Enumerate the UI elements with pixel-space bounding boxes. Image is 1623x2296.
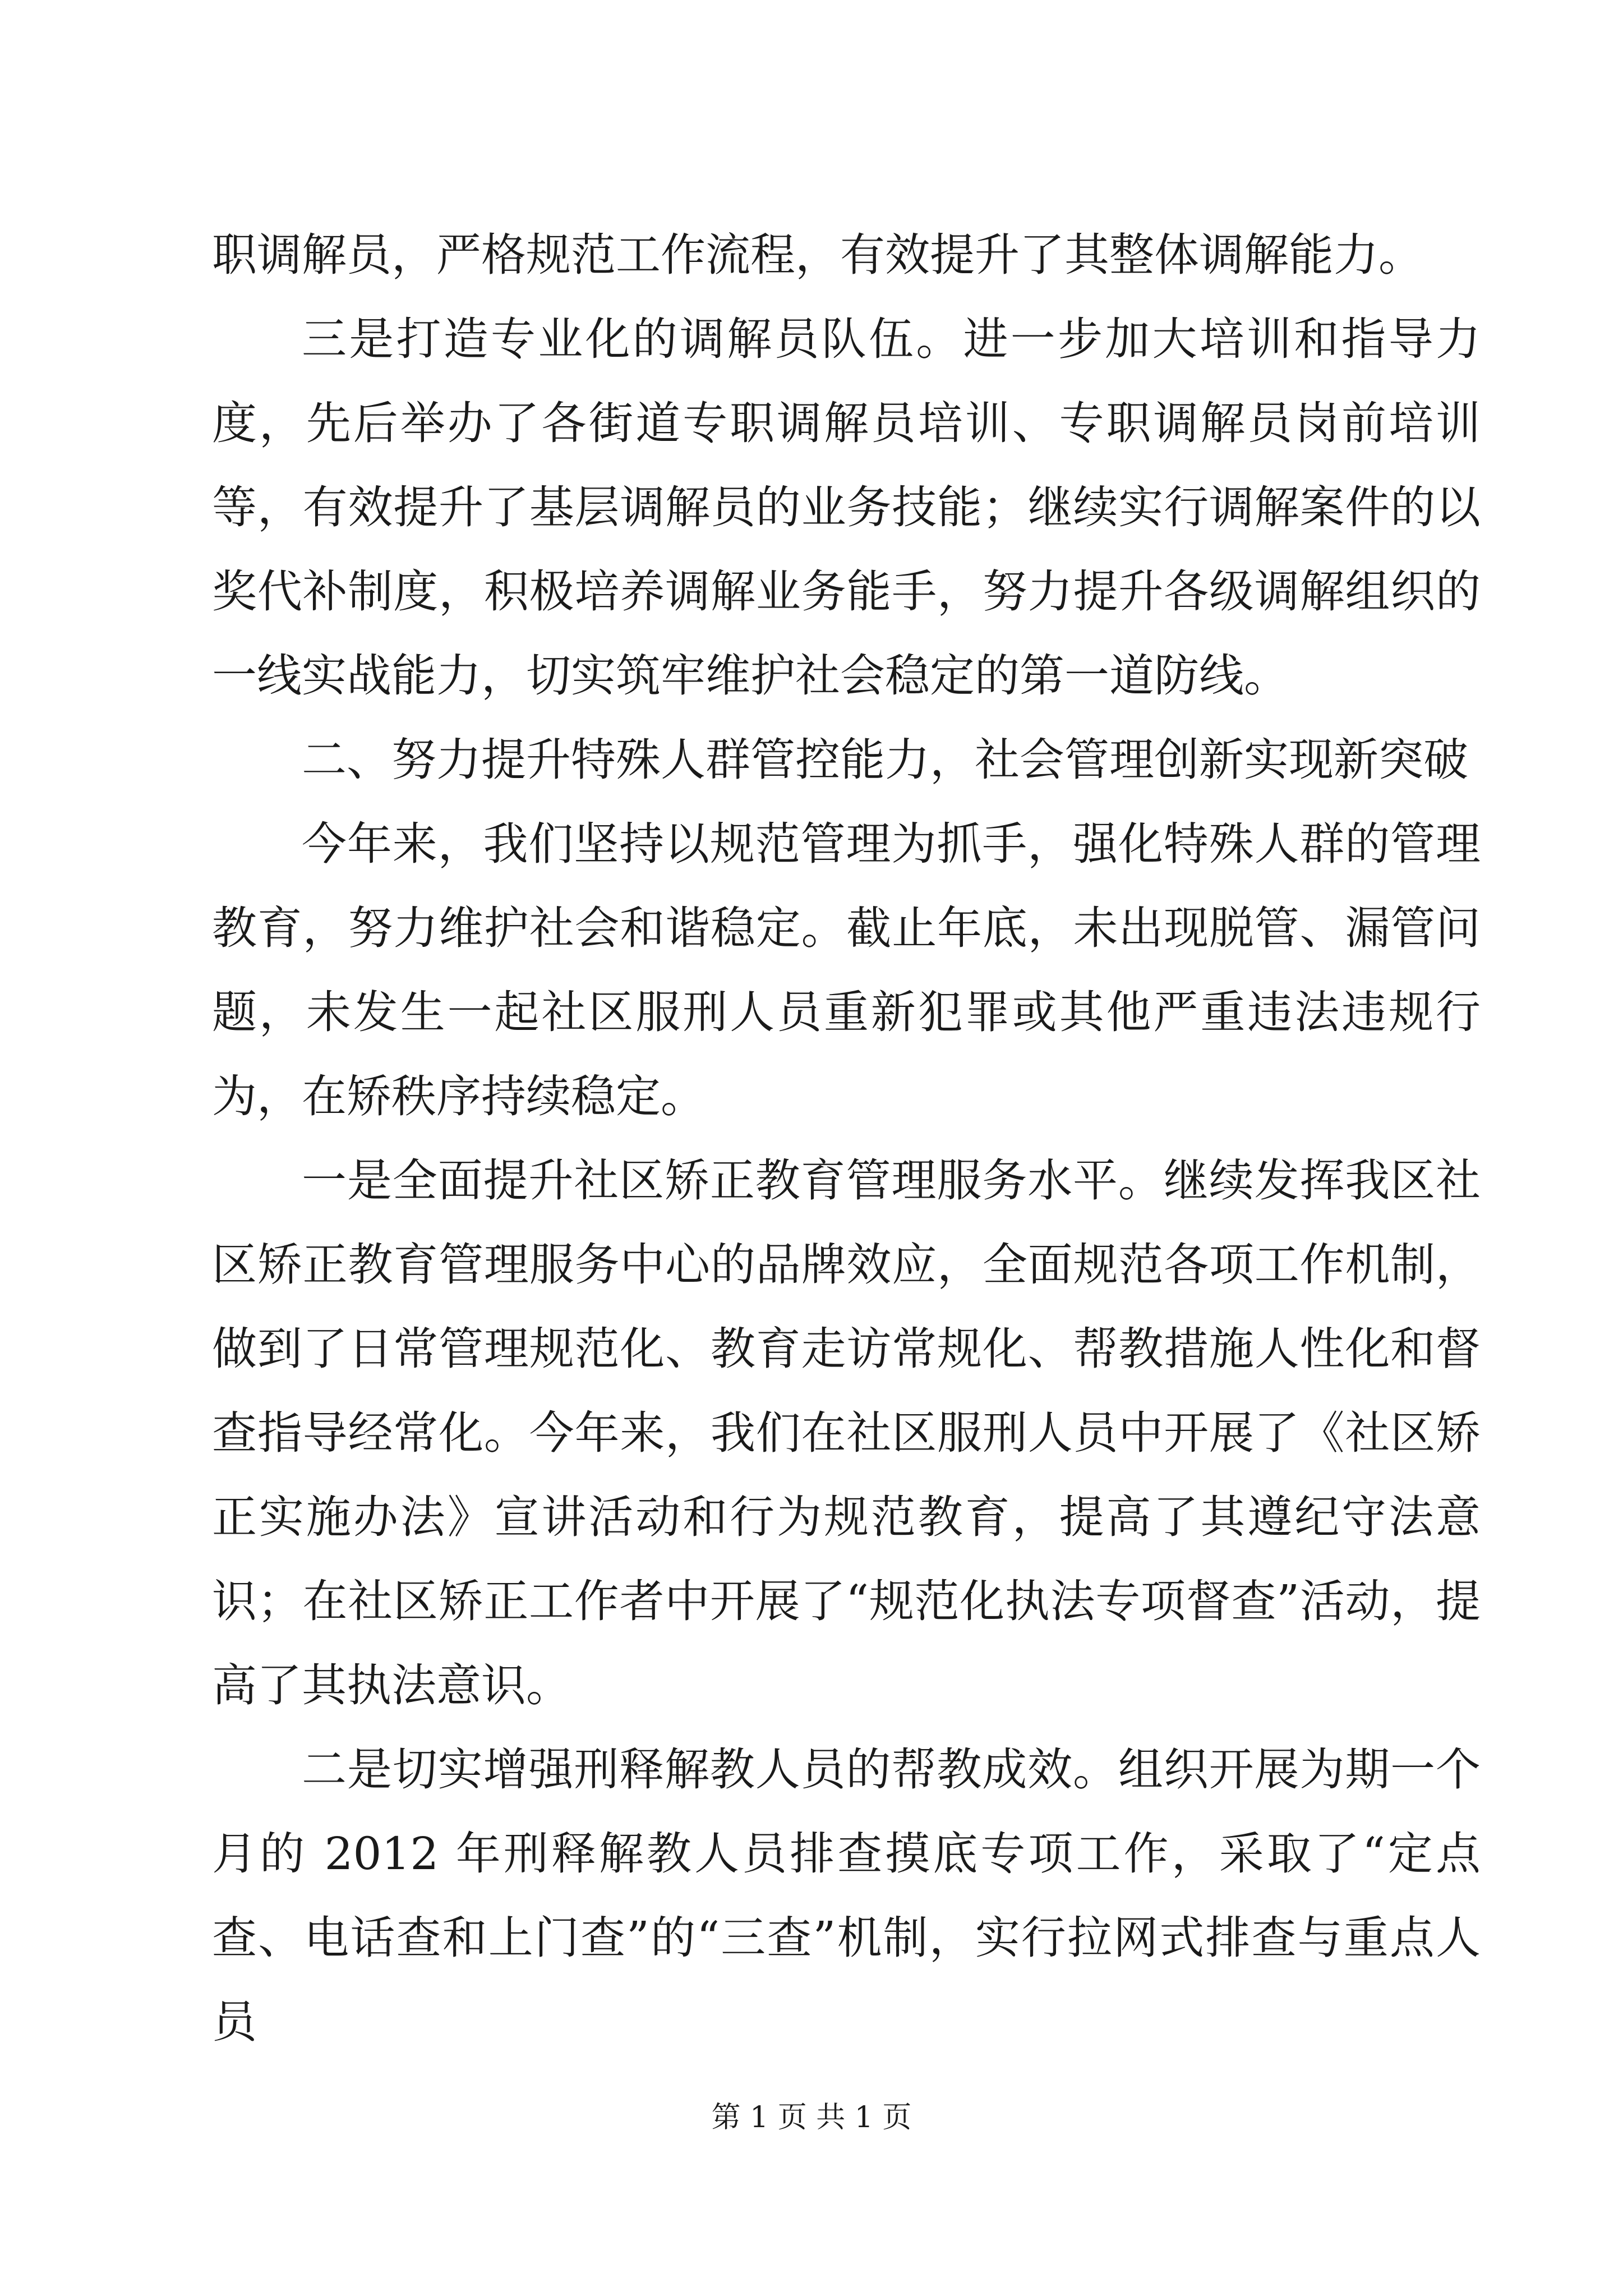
paragraph: 职调解员，严格规范工作流程，有效提升了其整体调解能力。: [212, 229, 1423, 281]
page-footer: 第 1 页 共 1 页: [711, 2101, 912, 2134]
paragraph: 二是切实增强刑释解教人员的帮教成效。组织开展为期一个月的 2012 年刑释解教人员排查摸底专项工作，采取了“定点查、电话查和上门查”的“三查”机制，实行拉网式排查与重点人员: [212, 1743, 1481, 2048]
paragraph: 一是全面提升社区矫正教育管理服务水平。继续发挥我区社区矫正教育管理服务中心的品牌效应，全面规范各项工作机制，做到了日常管理规范化、教育走访常规化、帮教措施人性化和督查指导经常化。今年来，我们在社区服刑人员中开展了《社区矫正实施办法》宣讲活动和行为规范教育，提高了其遵纪守法意识；在社区矫正工作者中开展了“规范化执法专项督查”活动，提高了其执法意识。: [212, 1154, 1481, 1711]
document-body: [212, 213, 1481, 2064]
paragraph: 今年来，我们坚持以规范管理为抓手，强化特殊人群的管理教育，努力维护社会和谐稳定。截止年底，未出现脱管、漏管问题，未发生一起社区服刑人员重新犯罪或其他严重违法违规行为，在矫秩序持续稳定。: [212, 818, 1481, 1122]
section-heading: 二、努力提升特殊人群管控能力，社会管理创新实现新突破: [302, 734, 1468, 786]
paragraph: 三是打造专业化的调解员队伍。进一步加大培训和指导力度，先后举办了各街道专职调解员培训、专职调解员岗前培训等，有效提升了基层调解员的业务技能；继续实行调解案件的以奖代补制度，积极培养调解业务能手，努力提升各级调解组织的一线实战能力，切实筑牢维护社会稳定的第一道防线。: [212, 313, 1481, 702]
